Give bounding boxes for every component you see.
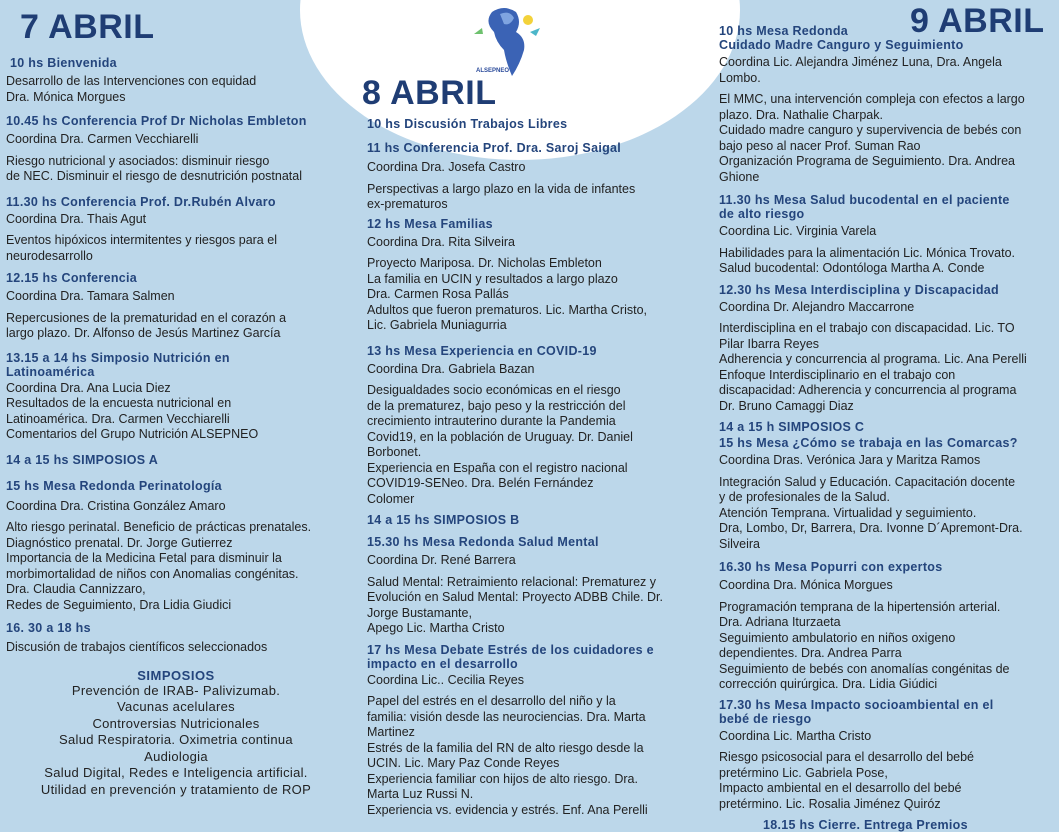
day1-s6-heading: 14 a 15 hs SIMPOSIOS A bbox=[6, 452, 159, 467]
day1-s7-line: Coordina Dra. Cristina González Amaro bbox=[6, 498, 226, 513]
day2-s1-heading: 10 hs Discusión Trabajos Libres bbox=[367, 117, 568, 131]
day1-s3-line: neurodesarrollo bbox=[6, 248, 93, 263]
day1-s4-heading: 12.15 hs Conferencia bbox=[6, 271, 138, 285]
day1-s2-line: Coordina Dra. Carmen Vecchiarelli bbox=[6, 132, 199, 146]
simposio-item: Salud Respiratoria. Oximetria continua bbox=[59, 732, 293, 747]
day3-s5-heading: 15 hs Mesa ¿Cómo se trabaja en las Comarcas? bbox=[719, 436, 1018, 450]
day3-s6-line: Coordina Dra. Mónica Morgues bbox=[719, 578, 893, 592]
day1-s5-line: Comentarios del Grupo Nutrición ALSEPNEO bbox=[6, 427, 259, 441]
day1-s4-line: Coordina Dra. Tamara Salmen bbox=[6, 289, 175, 303]
day1-s2-line: Riesgo nutricional y asociados: disminuir riesgo bbox=[6, 153, 270, 168]
day3-s8-heading: 18.15 hs Cierre. Entrega Premios bbox=[763, 818, 968, 832]
day2-s2-line: Perspectivas a largo plazo en la vida de infantes bbox=[367, 181, 636, 196]
day1-s5-heading: 13.15 a 14 hs Simposio Nutrición en bbox=[6, 350, 230, 365]
day2-s2-line: ex-prematuros bbox=[367, 197, 448, 211]
day2-s6-line: Jorge Bustamante, bbox=[367, 605, 472, 620]
day3-s5-line: Dra, Lombo, Dr, Barrera, Dra. Ivonne D´Apremont-Dra. bbox=[719, 521, 1023, 535]
day1-s8-heading: 16. 30 a 18 hs bbox=[6, 621, 91, 635]
day2-s4-line: Colomer bbox=[367, 491, 415, 506]
day2-s6-line: Salud Mental: Retraimiento relacional: Prematurez y bbox=[367, 574, 657, 589]
day2-s6-line: Evolución en Salud Mental: Proyecto ADBB Chile. Dr. bbox=[367, 590, 663, 604]
day2-s6-heading: 15.30 hs Mesa Redonda Salud Mental bbox=[367, 535, 599, 549]
day3-s4-heading: 14 a 15 h SIMPOSIOS C bbox=[719, 420, 865, 434]
day2-s4-line: COVID19-SENeo. Dra. Belén Fernández bbox=[367, 476, 594, 490]
day3-s5-line: y de profesionales de la Salud. bbox=[719, 490, 890, 504]
day3-s1-line: Organización Programa de Seguimiento. Dra. Andrea bbox=[719, 154, 1015, 168]
day3-s7-line: Coordina Lic. Martha Cristo bbox=[719, 728, 872, 743]
day2-s5-heading: 14 a 15 hs SIMPOSIOS B bbox=[367, 513, 520, 527]
day3-s6-line: Dra. Adriana Iturzaeta bbox=[719, 615, 841, 629]
simposio-item: Controversias Nutricionales bbox=[92, 715, 260, 731]
day2-s6-line: Apego Lic. Martha Cristo bbox=[367, 621, 505, 635]
day2-s7-line: Marta Luz Russi N. bbox=[367, 787, 474, 801]
day1-column bbox=[6, 56, 346, 798]
day1-s3-line: Coordina Dra. Thais Agut bbox=[6, 211, 147, 226]
day3-s7-line: Impacto ambiental en el desarrollo del bebé bbox=[719, 781, 962, 795]
day2-s4-line: Experiencia en España con el registro nacional bbox=[367, 460, 628, 475]
day2-s7-line: Martinez bbox=[367, 725, 415, 739]
day1-title: 7 ABRIL bbox=[20, 8, 155, 46]
day3-s3-line: Enfoque Interdisciplinario en el trabajo con bbox=[719, 367, 956, 382]
day2-s7-line: UCIN. Lic. Mary Paz Conde Reyes bbox=[367, 756, 560, 770]
day2-s6-line: Coordina Dr. René Barrera bbox=[367, 553, 516, 567]
day2-s7-line: familia: visión desde las neurociencias. Dra. Marta bbox=[367, 709, 646, 724]
day3-s5-line: Silveira bbox=[719, 536, 760, 551]
simposios-title: SIMPOSIOS bbox=[137, 667, 215, 683]
day3-s3-line: Interdisciplina en el trabajo con discapacidad. Lic. TO bbox=[719, 321, 1015, 335]
day1-s7-line: Redes de Seguimiento, Dra Lidia Giudici bbox=[6, 597, 232, 612]
day3-s1-heading: 10 hs Mesa Redonda bbox=[719, 24, 849, 38]
day2-s7-line: Papel del estrés en el desarrollo del niño y la bbox=[367, 694, 616, 708]
simposio-item: Prevención de IRAB- Palivizumab. bbox=[71, 682, 281, 698]
day3-s7-heading: bebé de riesgo bbox=[719, 711, 812, 726]
day2-s3-line: Coordina Dra. Rita Silveira bbox=[367, 234, 515, 249]
day2-s3-line: Lic. Gabriela Muniagurria bbox=[367, 318, 507, 332]
day2-s7-line: Coordina Lic.. Cecilia Reyes bbox=[367, 672, 525, 687]
day3-s2-line: Habilidades para la alimentación Lic. Mónica Trovato. bbox=[719, 245, 1015, 260]
day1-s5-line: Resultados de la encuesta nutricional en bbox=[6, 396, 232, 410]
day3-s2-heading: 11.30 hs Mesa Salud bucodental en el paciente bbox=[719, 193, 1010, 207]
day2-s4-line: de la prematurez, bajo peso y la restricción del bbox=[367, 398, 626, 413]
day2-s4-line: Borbonet. bbox=[367, 445, 422, 459]
day3-s2-heading: de alto riesgo bbox=[719, 207, 805, 221]
day3-s3-line: Coordina Dr. Alejandro Maccarrone bbox=[719, 299, 915, 314]
day3-s1-line: Cuidado madre canguro y supervivencia de bebés con bbox=[719, 123, 1022, 137]
day2-s4-line: Covid19, en la población de Uruguay. Dr. Daniel bbox=[367, 429, 633, 444]
day2-s7-line: Experiencia vs. evidencia y estrés. Enf. Ana Perelli bbox=[367, 802, 648, 817]
day3-s6-heading: 16.30 hs Mesa Popurri con expertos bbox=[719, 560, 943, 574]
day3-s5-line: Integración Salud y Educación. Capacitación docente bbox=[719, 474, 1016, 489]
day3-s1-heading: Cuidado Madre Canguro y Seguimiento bbox=[719, 38, 964, 52]
day2-s7-line: Estrés de la familia del RN de alto riesgo desde la bbox=[367, 740, 644, 755]
day2-s4-line: crecimiento intrauterino durante la Pandemia bbox=[367, 414, 616, 428]
day3-s6-line: Seguimiento de bebés con anomalías congénitas de bbox=[719, 661, 1010, 676]
day2-s3-line: Proyecto Mariposa. Dr. Nicholas Embleton bbox=[367, 256, 602, 270]
day3-s5-line: Coordina Dras. Verónica Jara y Maritza Ramos bbox=[719, 453, 981, 467]
day3-s6-line: dependientes. Dra. Andrea Parra bbox=[719, 646, 902, 660]
day1-s2-line: de NEC. Disminuir el riesgo de desnutrición postnatal bbox=[6, 169, 302, 183]
day2-s4-heading: 13 hs Mesa Experiencia en COVID-19 bbox=[367, 343, 597, 358]
day1-s7-line: Diagnóstico prenatal. Dr. Jorge Gutierrez bbox=[6, 535, 233, 550]
day1-s7-line: morbimortalidad de niños con Anomalias congénitas. bbox=[6, 566, 299, 581]
day1-s5-heading: Latinoamérica bbox=[6, 364, 95, 379]
day2-s3-line: Dra. Carmen Rosa Pallás bbox=[367, 287, 509, 301]
day3-s3-line: Pilar Ibarra Reyes bbox=[719, 336, 820, 351]
day1-s5-line: Coordina Dra. Ana Lucia Diez bbox=[6, 380, 171, 395]
day1-s8-line: Discusión de trabajos científicos seleccionados bbox=[6, 640, 268, 654]
simposio-item: Audiologia bbox=[144, 748, 208, 764]
day2-s4-line: Desigualdades socio económicas en el riesgo bbox=[367, 383, 621, 397]
day3-s1-line: Ghione bbox=[719, 169, 760, 184]
day3-s2-line: Coordina Lic. Virginia Varela bbox=[719, 224, 877, 238]
day3-s7-line: Riesgo psicosocial para el desarrollo del bebé bbox=[719, 750, 975, 764]
day1-s4-line: Repercusiones de la prematuridad en el corazón a bbox=[6, 310, 287, 325]
logo-text: ALSEPNEO bbox=[476, 68, 510, 74]
day2-s2-heading: 11 hs Conferencia Prof. Dra. Saroj Saigal bbox=[367, 141, 622, 155]
day2-title: 8 ABRIL bbox=[362, 74, 497, 112]
day3-column bbox=[719, 24, 1055, 832]
day3-s1-line: bajo peso al nacer Prof. Suman Rao bbox=[719, 138, 921, 153]
day1-s5-line: Latinoamérica. Dra. Carmen Vecchiarelli bbox=[6, 411, 230, 426]
day2-s7-heading: impacto en el desarrollo bbox=[367, 656, 518, 671]
day2-s7-line: Experiencia familiar con hijos de alto riesgo. Dra. bbox=[367, 771, 638, 786]
day1-s4-line: largo plazo. Dr. Alfonso de Jesús Martinez García bbox=[6, 326, 281, 340]
simposio-item: Salud Digital, Redes e Inteligencia artificial. bbox=[44, 765, 308, 780]
day3-s7-line: pretérmino. Lic. Rosalia Jiménez Quiróz bbox=[719, 796, 941, 811]
simposio-item: Vacunas acelulares bbox=[117, 699, 235, 714]
day2-column bbox=[367, 117, 697, 818]
day2-s2-line: Coordina Dra. Josefa Castro bbox=[367, 160, 526, 174]
day3-s1-line: Lombo. bbox=[719, 70, 761, 85]
day3-s3-line: Dr. Bruno Camaggi Diaz bbox=[719, 398, 854, 413]
day3-s2-line: Salud bucodental: Odontóloga Martha A. Conde bbox=[719, 261, 985, 275]
day3-s7-heading: 17.30 hs Mesa Impacto socioambiental en el bbox=[719, 697, 994, 712]
day3-s3-line: discapacidad: Adherencia y concurrencia al programa bbox=[719, 383, 1017, 397]
day3-title: 9 ABRIL bbox=[910, 2, 1045, 40]
day1-s3-line: Eventos hipóxicos intermitentes y riesgos para el bbox=[6, 233, 277, 247]
day1-s1-line: Desarrollo de las Intervenciones con equidad bbox=[6, 74, 257, 88]
day2-s4-line: Coordina Dra. Gabriela Bazan bbox=[367, 361, 535, 376]
day2-s7-heading: 17 hs Mesa Debate Estrés de los cuidadores e bbox=[367, 642, 654, 657]
day1-s3-heading: 11.30 hs Conferencia Prof. Dr.Rubén Alvaro bbox=[6, 194, 276, 209]
day3-s6-line: Programación temprana de la hipertensión arterial. bbox=[719, 599, 1001, 614]
day2-s3-line: La familia en UCIN y resultados a largo plazo bbox=[367, 271, 618, 286]
day3-s1-line: El MMC, una intervención compleja con efectos a largo bbox=[719, 92, 1025, 106]
simposio-item: Utilidad en prevención y tratamiento de ROP bbox=[40, 781, 312, 797]
day1-s2-heading: 10.45 hs Conferencia Prof Dr Nicholas Embleton bbox=[6, 114, 307, 128]
day3-s7-line: pretérmino Lic. Gabriela Pose, bbox=[719, 765, 888, 780]
day1-s7-line: Dra. Claudia Cannizzaro, bbox=[6, 582, 146, 596]
day2-s3-heading: 12 hs Mesa Familias bbox=[367, 216, 493, 231]
day1-s7-heading: 15 hs Mesa Redonda Perinatología bbox=[6, 478, 222, 493]
day3-s1-line: plazo. Dra. Nathalie Charpak. bbox=[719, 107, 883, 122]
day3-s5-line: Atención Temprana. Virtualidad y seguimiento. bbox=[719, 505, 977, 520]
day1-s7-line: Importancia de la Medicina Fetal para disminuir la bbox=[6, 551, 282, 565]
day3-s1-line: Coordina Lic. Alejandra Jiménez Luna, Dra. Angela bbox=[719, 55, 1002, 69]
day3-s3-heading: 12.30 hs Mesa Interdisciplina y Discapacidad bbox=[719, 282, 999, 297]
day1-s1-line: Dra. Mónica Morgues bbox=[6, 89, 126, 104]
day3-s3-line: Adherencia y concurrencia al programa. Lic. Ana Perelli bbox=[719, 352, 1027, 366]
day1-s1-heading: 10 hs Bienvenida bbox=[10, 56, 117, 70]
day3-s6-line: corrección quirúrgica. Dra. Lidia Giúdici bbox=[719, 677, 938, 691]
day3-s6-line: Seguimiento ambulatorio en niños oxigeno bbox=[719, 630, 956, 645]
day2-s3-line: Adultos que fueron prematuros. Lic. Martha Cristo, bbox=[367, 302, 647, 317]
day1-s7-line: Alto riesgo perinatal. Beneficio de prácticas prenatales. bbox=[6, 520, 312, 534]
